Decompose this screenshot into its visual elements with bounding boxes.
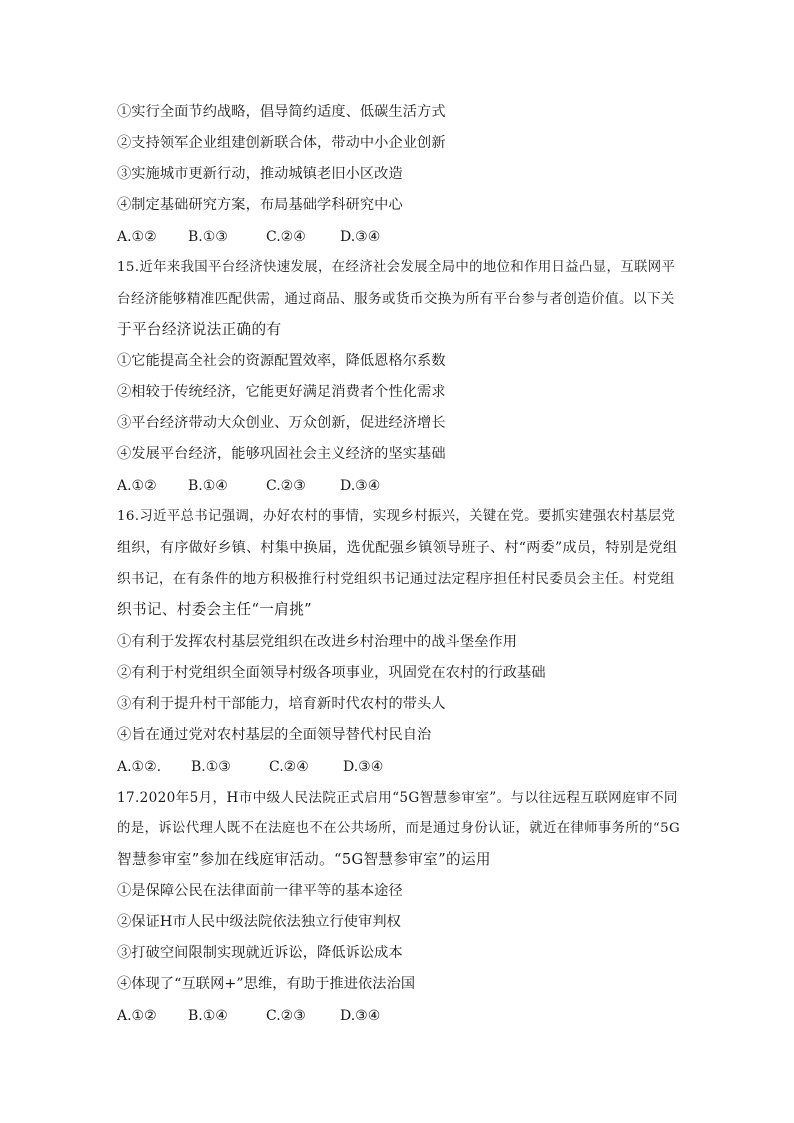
- q17-stem-line-1: 17.2020年5月，H市中级人民法院正式启用“5G智慧参审室”。与以往远程互联网庭审不同: [117, 790, 678, 806]
- q16-choice-d[interactable]: D.③④: [343, 759, 384, 775]
- q15-stem-line-3: 于平台经济说法正确的有: [117, 321, 282, 338]
- q17-choice-b[interactable]: B.①④: [188, 1008, 228, 1024]
- q16-choice-a[interactable]: A.①②.: [117, 759, 162, 775]
- q15-stem-line-1: 15.近年来我国平台经济快速发展，在经济社会发展全局中的地位和作用日益凸显，互联网平: [117, 260, 676, 275]
- q15-option-3: ③平台经济带动大众创业、万众创新，促进经济增长: [117, 415, 446, 431]
- q17-option-1: ①是保障公民在法律面前一律平等的基本途径: [117, 883, 403, 899]
- q14-option-1: ①实行全面节约战略，倡导简约适度、低碳生活方式: [117, 104, 446, 120]
- q16-choice-b[interactable]: B.①③: [191, 759, 231, 775]
- q16-stem-line-3: 织书记，在有条件的地方积极推行村党组织书记通过法定程序担任村民委员会主任。村党组: [117, 571, 675, 587]
- q14-option-3: ③实施城市更新行动，推动城镇老旧小区改造: [117, 166, 403, 182]
- q16-option-1: ①有利于发挥农村基层党组织在改进乡村治理中的战斗堡垒作用: [117, 634, 518, 650]
- q15-option-2: ②相较于传统经济，它能更好满足消费者个性化需求: [117, 384, 446, 400]
- q14-choice-d[interactable]: D.③④: [340, 229, 381, 245]
- q17-stem-line-3: 智慧参审室”参加在线庭审活动。“5G智慧参审室”的运用: [117, 851, 491, 868]
- q16-stem-line-1: 16.习近平总书记强调，办好农村的事情，实现乡村振兴，关键在党。要抓实建强农村基层党: [117, 509, 676, 524]
- q14-choice-c[interactable]: C.②④: [266, 229, 306, 245]
- q15-option-1: ①它能提高全社会的资源配置效率，降低恩格尔系数: [117, 353, 446, 369]
- q14-option-4: ④制定基础研究方案，布局基础学科研究中心: [117, 197, 403, 213]
- q17-option-2: ②保证H市人民中级法院依法独立行使审判权: [117, 914, 401, 930]
- q17-choice-a[interactable]: A.①②: [117, 1008, 157, 1024]
- q16-stem-line-4: 织书记、村委会主任“一肩挑”: [117, 601, 312, 618]
- q16-stem-line-2: 组织，有序做好乡镇、村集中换届，选优配强乡镇领导班子、村“两委”成员，特别是党组: [117, 540, 678, 556]
- q16-option-2: ②有利于村党组织全面领导村级各项事业，巩固党在农村的行政基础: [117, 665, 546, 681]
- q15-choice-d[interactable]: D.③④: [340, 478, 381, 494]
- q14-option-2: ②支持领军企业组建创新联合体，带动中小企业创新: [117, 135, 446, 151]
- q16-option-4: ④旨在通过党对农村基层的全面领导替代村民自治: [117, 727, 432, 743]
- q15-choice-b[interactable]: B.①④: [188, 478, 228, 494]
- q17-option-4: ④体现了“互联网+”思维，有助于推进依法治国: [117, 976, 416, 992]
- q17-choice-d[interactable]: D.③④: [340, 1008, 381, 1024]
- q14-choice-a[interactable]: A.①②: [117, 229, 157, 245]
- q15-choice-c[interactable]: C.②③: [266, 478, 306, 494]
- q17-option-3: ③打破空间限制实现就近诉讼，降低诉讼成本: [117, 945, 403, 961]
- q15-choice-a[interactable]: A.①②: [117, 478, 157, 494]
- q16-option-3: ③有利于提升村干部能力，培育新时代农村的带头人: [117, 696, 446, 712]
- q15-option-4: ④发展平台经济，能够巩固社会主义经济的坚实基础: [117, 446, 446, 462]
- q17-stem-line-2: 的是，诉讼代理人既不在法庭也不在公共场所，而是通过身份认证，就近在律师事务所的“5G: [117, 821, 680, 836]
- q16-choice-c[interactable]: C.②④: [269, 759, 309, 775]
- q14-choice-b[interactable]: B.①③: [188, 229, 228, 245]
- q15-stem-line-2: 台经济能够精准匹配供需，通过商品、服务或货币交换为所有平台参与者创造价值。以下关: [117, 291, 675, 307]
- q17-choice-c[interactable]: C.②③: [266, 1008, 306, 1024]
